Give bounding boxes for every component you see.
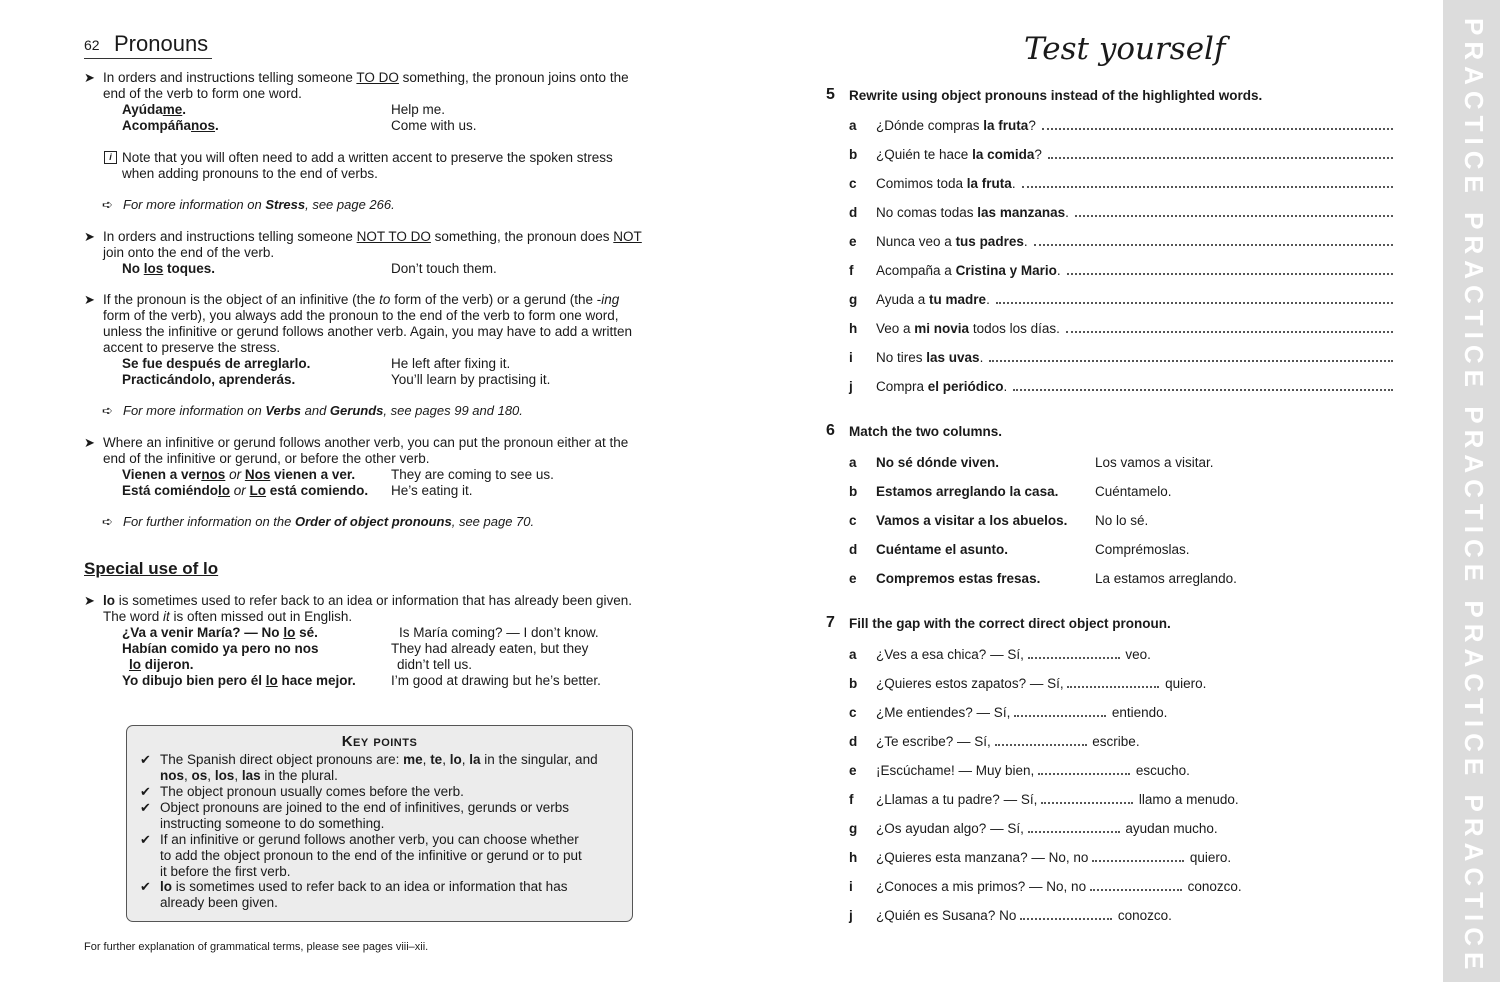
note-stress bbox=[122, 150, 692, 182]
exercise-item bbox=[876, 908, 1172, 924]
text: veo. bbox=[1121, 647, 1151, 662]
text: ayudan mucho. bbox=[1121, 821, 1218, 836]
item-label: i bbox=[849, 350, 853, 365]
text: For more information on bbox=[123, 197, 266, 212]
exercise-heading: Match the two columns. bbox=[849, 424, 1003, 439]
text: ¿Llamas a tu padre? — Sí, bbox=[876, 792, 1042, 807]
test-yourself-title: Test yourself bbox=[1024, 31, 1226, 67]
key-point bbox=[160, 752, 620, 784]
gap-blank[interactable] bbox=[995, 735, 1087, 746]
exercise-item bbox=[876, 321, 1060, 337]
text: For further information on the bbox=[123, 514, 295, 529]
text: No bbox=[122, 261, 144, 276]
example-translation: You’ll learn by practising it. bbox=[391, 372, 551, 387]
text: ¿Os ayudan algo? — Sí, bbox=[876, 821, 1028, 836]
text: conozco. bbox=[1183, 879, 1242, 894]
underlined-text: Lo bbox=[249, 483, 267, 498]
text: Comimos toda bbox=[876, 176, 967, 191]
example-translation: Help me. bbox=[391, 102, 446, 117]
example-spanish bbox=[122, 102, 186, 118]
exercise-item bbox=[876, 647, 1151, 663]
text: Yo dibujo bien pero él bbox=[122, 673, 266, 688]
example-spanish bbox=[122, 261, 215, 277]
match-right: La estamos arreglando. bbox=[1095, 571, 1237, 586]
key-points-title: Key points bbox=[341, 733, 418, 750]
text: For more information on bbox=[123, 403, 266, 418]
example-spanish: Se fue después de arreglarlo. bbox=[122, 356, 311, 371]
text: end of the infinitive or gerund, or before the other verb. bbox=[103, 451, 430, 466]
text: accent to preserve the stress. bbox=[103, 340, 281, 355]
item-label: j bbox=[849, 379, 853, 394]
exercise-item bbox=[876, 263, 1061, 279]
text: , see pages 99 and 180. bbox=[383, 403, 523, 418]
italic-text: to bbox=[379, 292, 391, 307]
text: ? bbox=[1028, 118, 1036, 133]
highlighted-word: mi novia bbox=[914, 321, 970, 336]
text: , see page 70. bbox=[451, 514, 535, 529]
check-icon: ✔ bbox=[140, 752, 151, 767]
exercise-item bbox=[876, 763, 1190, 779]
exercise-item bbox=[876, 792, 1239, 808]
text: No comas todas bbox=[876, 205, 978, 220]
italic-text: it bbox=[163, 609, 170, 624]
underlined-text: nos bbox=[201, 467, 226, 482]
example-spanish bbox=[122, 483, 368, 499]
exercise-item bbox=[876, 821, 1218, 837]
highlighted-word: Cristina y Mario bbox=[955, 263, 1057, 278]
text: ¿Quieres esta manzana? — No, no bbox=[876, 850, 1093, 865]
text: Note that you will often need to add a written accent to preserve the spoken stress bbox=[122, 150, 613, 165]
underlined-text: lo bbox=[283, 625, 296, 640]
text: and bbox=[301, 403, 330, 418]
text: join onto the end of the verb. bbox=[103, 245, 275, 260]
exercise-item bbox=[876, 850, 1231, 866]
highlighted-word: el periódico bbox=[927, 379, 1004, 394]
exercise-item bbox=[876, 879, 1242, 895]
item-label: h bbox=[849, 321, 858, 336]
match-right: Los vamos a visitar. bbox=[1095, 455, 1214, 470]
cross-reference-icon: ➪ bbox=[102, 514, 113, 529]
text: Order of object pronouns bbox=[294, 514, 452, 529]
underlined-text: lo bbox=[218, 483, 231, 498]
text: toques. bbox=[163, 261, 216, 276]
text: If an infinitive or gerund follows another verb, you can choose whether bbox=[160, 832, 579, 847]
answer-line[interactable] bbox=[1022, 186, 1393, 188]
text: instructing someone to do something. bbox=[160, 816, 385, 831]
text: Vienen a ver bbox=[122, 467, 202, 482]
text: something, the pronoun joins onto the bbox=[398, 70, 629, 85]
text: is sometimes used to refer back to an idea or information that has bbox=[172, 879, 568, 894]
item-label: h bbox=[849, 850, 858, 865]
reference-verbs-gerunds bbox=[123, 403, 523, 419]
text: ¿Dónde compras bbox=[876, 118, 984, 133]
text: escribe. bbox=[1088, 734, 1140, 749]
gap-blank[interactable] bbox=[1041, 793, 1133, 804]
italic-text: ing bbox=[601, 292, 620, 307]
exercise-item bbox=[876, 379, 1007, 395]
text: Veo a bbox=[876, 321, 915, 336]
example-spanish bbox=[122, 118, 219, 134]
exercise-item bbox=[876, 118, 1036, 134]
text: unless the infinitive or gerund follows another verb. Again, you may have to add a written bbox=[103, 324, 633, 339]
example-translation: didn’t tell us. bbox=[397, 657, 473, 672]
text: entiendo. bbox=[1108, 705, 1168, 720]
text: Nunca veo a bbox=[876, 234, 956, 249]
bullet-arrow-icon: ➤ bbox=[84, 292, 95, 307]
text: os bbox=[191, 768, 208, 783]
item-label: g bbox=[849, 292, 858, 307]
example-translation: I’m good at drawing but he’s better. bbox=[391, 673, 601, 688]
text: Verbs bbox=[265, 403, 301, 418]
bullet-arrow-icon: ➤ bbox=[84, 70, 95, 85]
text: quiero. bbox=[1186, 850, 1232, 865]
text: quiero. bbox=[1161, 676, 1207, 691]
underlined-text: los bbox=[143, 261, 164, 276]
item-label: d bbox=[849, 734, 858, 749]
text: . bbox=[215, 118, 219, 133]
text: ¿Quién es Susana? No bbox=[876, 908, 1021, 923]
paragraph-infinitive-gerund bbox=[103, 292, 673, 356]
text: Ayuda a bbox=[876, 292, 930, 307]
text: . bbox=[1065, 205, 1069, 220]
paragraph-orders-to-do bbox=[103, 70, 673, 102]
bullet-arrow-icon: ➤ bbox=[84, 593, 95, 608]
text: is often missed out in English. bbox=[169, 609, 353, 624]
text: Ayúda bbox=[122, 102, 163, 117]
text: , see page 266. bbox=[305, 197, 395, 212]
highlighted-word: la fruta bbox=[966, 176, 1012, 191]
item-label: i bbox=[849, 879, 853, 894]
gap-blank[interactable] bbox=[1028, 648, 1120, 659]
text: los bbox=[214, 768, 235, 783]
item-label: c bbox=[849, 176, 857, 191]
example-spanish: Habían comido ya pero no nos bbox=[122, 641, 319, 656]
text: , bbox=[207, 768, 215, 783]
text: la bbox=[469, 752, 481, 767]
key-point bbox=[160, 800, 620, 832]
example-spanish bbox=[122, 467, 355, 483]
example-spanish bbox=[122, 625, 318, 641]
text: , bbox=[422, 752, 431, 767]
underlined-text: TO DO bbox=[356, 70, 399, 85]
item-label: j bbox=[849, 908, 853, 923]
italic-text: or bbox=[225, 467, 245, 482]
cross-reference-icon: ➪ bbox=[102, 197, 113, 212]
example-translation: Don’t touch them. bbox=[391, 261, 497, 276]
gap-blank[interactable] bbox=[1067, 677, 1159, 688]
match-left: Cuéntame el asunto. bbox=[876, 542, 1009, 557]
text: me bbox=[403, 752, 423, 767]
footer-note: For further explanation of grammatical terms, please see pages viii–xii. bbox=[84, 941, 429, 953]
exercise-heading: Rewrite using object pronouns instead of the highlighted words. bbox=[849, 88, 1263, 103]
text: Compra bbox=[876, 379, 928, 394]
key-point bbox=[160, 879, 620, 911]
item-label: c bbox=[849, 705, 857, 720]
text: escucho. bbox=[1132, 763, 1190, 778]
text: ¿Ves a esa chica? — Sí, bbox=[876, 647, 1028, 662]
text: , bbox=[442, 752, 450, 767]
gap-blank[interactable] bbox=[1028, 822, 1120, 833]
answer-line[interactable] bbox=[1066, 331, 1393, 333]
text: sé. bbox=[295, 625, 318, 640]
paragraph-orders-not-to-do bbox=[103, 229, 673, 261]
match-left: Estamos arreglando la casa. bbox=[876, 484, 1059, 499]
text: is sometimes used to refer back to an idea or information that has already been given. bbox=[115, 593, 633, 608]
exercise-item bbox=[876, 350, 983, 366]
practice-side-text: PRACTICE PRACTICE PRACTICE PRACTICE PRACTICE bbox=[1459, 18, 1489, 976]
item-label: c bbox=[849, 513, 857, 528]
text: llamo a menudo. bbox=[1135, 792, 1239, 807]
exercise-heading: Fill the gap with the correct direct object pronoun. bbox=[849, 616, 1171, 631]
item-label: f bbox=[849, 263, 854, 278]
text: ¿Te escribe? — Sí, bbox=[876, 734, 995, 749]
cross-reference-icon: ➪ bbox=[102, 403, 113, 418]
text: ¿Quieres estos zapatos? — Sí, bbox=[876, 676, 1068, 691]
check-icon: ✔ bbox=[140, 784, 151, 799]
check-icon: ✔ bbox=[140, 832, 151, 847]
item-label: b bbox=[849, 484, 858, 499]
highlighted-word: tus padres bbox=[955, 234, 1024, 249]
text: The word bbox=[103, 609, 164, 624]
item-label: e bbox=[849, 234, 857, 249]
item-label: b bbox=[849, 676, 858, 691]
match-right: Comprémoslas. bbox=[1095, 542, 1190, 557]
italic-text: or bbox=[230, 483, 250, 498]
paragraph-pronoun-placement bbox=[103, 435, 673, 467]
text: Acompáña bbox=[122, 118, 192, 133]
title-underline bbox=[84, 58, 212, 59]
underlined-text: NOT TO DO bbox=[356, 229, 431, 244]
gap-blank[interactable] bbox=[1020, 909, 1112, 920]
item-label: b bbox=[849, 147, 858, 162]
text: form of the verb), you always add the pronoun to the end of the verb to form one word, bbox=[103, 308, 619, 323]
text: ¡Escúchame! — Muy bien, bbox=[876, 763, 1039, 778]
answer-line[interactable] bbox=[1034, 244, 1393, 246]
text: already been given. bbox=[160, 895, 278, 910]
text: ¿Me entiendes? — Sí, bbox=[876, 705, 1015, 720]
text: nos bbox=[160, 768, 185, 783]
text: todos los días. bbox=[969, 321, 1060, 336]
text: . bbox=[1011, 176, 1016, 191]
key-point bbox=[160, 832, 620, 880]
highlighted-word: las uvas bbox=[926, 350, 980, 365]
underlined-text: NOT bbox=[613, 229, 642, 244]
exercise-item bbox=[876, 734, 1140, 750]
item-label: g bbox=[849, 821, 858, 836]
match-right: Cuéntamelo. bbox=[1095, 484, 1172, 499]
text: está comiendo. bbox=[266, 483, 369, 498]
text: lo bbox=[449, 752, 462, 767]
text: end of the verb to form one word. bbox=[103, 86, 302, 101]
exercise-item bbox=[876, 176, 1016, 192]
text: , bbox=[461, 752, 470, 767]
bullet-arrow-icon: ➤ bbox=[84, 229, 95, 244]
answer-line[interactable] bbox=[1048, 157, 1393, 159]
text: , bbox=[234, 768, 242, 783]
example-translation: Come with us. bbox=[391, 118, 477, 133]
text: in the singular, and bbox=[480, 752, 598, 767]
underlined-text: lo bbox=[129, 657, 141, 672]
reference-order-pronouns bbox=[123, 514, 534, 530]
text: it before the first verb. bbox=[160, 864, 291, 879]
exercise-item bbox=[876, 205, 1069, 221]
text: Gerunds bbox=[329, 403, 384, 418]
text: hace mejor. bbox=[277, 673, 356, 688]
check-icon: ✔ bbox=[140, 800, 151, 815]
text: vienen a ver. bbox=[270, 467, 356, 482]
text: las bbox=[241, 768, 261, 783]
answer-line[interactable] bbox=[996, 302, 1393, 304]
page-title: Pronouns bbox=[114, 31, 209, 56]
highlighted-word: las manzanas bbox=[977, 205, 1066, 220]
item-label: d bbox=[849, 205, 858, 220]
text: If the pronoun is the object of an infinitive (the bbox=[103, 292, 380, 307]
text: in the plural. bbox=[260, 768, 338, 783]
item-label: d bbox=[849, 542, 858, 557]
answer-line[interactable] bbox=[1067, 273, 1393, 275]
item-label: f bbox=[849, 792, 854, 807]
text: dijeron. bbox=[141, 657, 194, 672]
text: Where an infinitive or gerund follows another verb, you can put the pronoun either at the bbox=[103, 435, 629, 450]
example-spanish bbox=[129, 657, 194, 673]
page-number: 62 bbox=[84, 37, 100, 53]
answer-line[interactable] bbox=[989, 360, 1393, 362]
underlined-text: Nos bbox=[244, 467, 271, 482]
example-translation: They are coming to see us. bbox=[391, 467, 554, 482]
item-label: a bbox=[849, 118, 857, 133]
answer-line[interactable] bbox=[1042, 128, 1393, 130]
text: . bbox=[182, 102, 187, 117]
note-icon: i bbox=[104, 151, 117, 164]
text: , bbox=[184, 768, 192, 783]
text: The Spanish direct object pronouns are: bbox=[160, 752, 404, 767]
text: In orders and instructions telling someone bbox=[103, 70, 357, 85]
text: te bbox=[430, 752, 443, 767]
exercise-item bbox=[876, 676, 1206, 692]
check-icon: ✔ bbox=[140, 879, 151, 894]
item-label: e bbox=[849, 763, 857, 778]
underlined-text: nos bbox=[191, 118, 216, 133]
item-label: e bbox=[849, 571, 857, 586]
answer-line[interactable] bbox=[1013, 389, 1393, 391]
text: Stress bbox=[265, 197, 306, 212]
match-left: No sé dónde viven. bbox=[876, 455, 1000, 470]
text: Está comiéndo bbox=[122, 483, 219, 498]
exercise-item bbox=[876, 705, 1167, 721]
item-label: a bbox=[849, 647, 857, 662]
text: lo bbox=[103, 593, 115, 608]
paragraph-special-lo bbox=[103, 593, 673, 625]
text: . bbox=[986, 292, 990, 307]
text: to add the object pronoun to the end of the infinitive or gerund or to put bbox=[160, 848, 582, 863]
section-heading: Special use of lo bbox=[84, 559, 219, 578]
example-spanish: Practicándolo, aprenderás. bbox=[122, 372, 296, 387]
exercise-item bbox=[876, 147, 1042, 163]
text: In orders and instructions telling someone bbox=[103, 229, 357, 244]
example-translation: He’s eating it. bbox=[391, 483, 473, 498]
underlined-text: lo bbox=[265, 673, 278, 688]
exercise-number: 6 bbox=[826, 422, 835, 439]
item-label: a bbox=[849, 455, 857, 470]
text: form of the verb) or a gerund (the - bbox=[390, 292, 602, 307]
underlined-text: me bbox=[162, 102, 183, 117]
exercise-item bbox=[876, 234, 1028, 250]
highlighted-word: tu madre bbox=[929, 292, 987, 307]
match-left: Vamos a visitar a los abuelos. bbox=[876, 513, 1068, 528]
text: Acompaña a bbox=[876, 263, 956, 278]
text: lo bbox=[160, 879, 172, 894]
key-point: The object pronoun usually comes before the verb. bbox=[160, 784, 464, 799]
text: . bbox=[1003, 379, 1008, 394]
gap-blank[interactable] bbox=[1092, 851, 1184, 862]
text: ? bbox=[1034, 147, 1042, 162]
example-translation: He left after fixing it. bbox=[391, 356, 511, 371]
example-spanish bbox=[122, 673, 356, 689]
example-translation: Is María coming? — I don’t know. bbox=[399, 625, 599, 640]
text: No tires bbox=[876, 350, 927, 365]
gap-blank[interactable] bbox=[1090, 880, 1182, 891]
text: ¿Quién te hace bbox=[876, 147, 973, 162]
reference-stress bbox=[123, 197, 395, 213]
gap-blank[interactable] bbox=[1014, 706, 1106, 717]
bullet-arrow-icon: ➤ bbox=[84, 435, 95, 450]
exercise-number: 5 bbox=[826, 86, 835, 103]
text: when adding pronouns to the end of verbs. bbox=[122, 166, 378, 181]
example-translation: They had already eaten, but they bbox=[391, 641, 589, 656]
text: something, the pronoun does bbox=[430, 229, 614, 244]
text: ¿Conoces a mis primos? — No, no bbox=[876, 879, 1090, 894]
highlighted-word: la comida bbox=[972, 147, 1035, 162]
text: conozco. bbox=[1114, 908, 1172, 923]
gap-blank[interactable] bbox=[1038, 764, 1130, 775]
match-left: Compremos estas fresas. bbox=[876, 571, 1041, 586]
highlighted-word: la fruta bbox=[983, 118, 1029, 133]
answer-line[interactable] bbox=[1075, 215, 1393, 217]
text: . bbox=[979, 350, 984, 365]
exercise-number: 7 bbox=[826, 614, 835, 631]
text: . bbox=[1056, 263, 1061, 278]
text: ¿Va a venir María? — No bbox=[122, 625, 284, 640]
exercise-item bbox=[876, 292, 990, 308]
text: Object pronouns are joined to the end of infinitives, gerunds or verbs bbox=[160, 800, 569, 815]
text: . bbox=[1023, 234, 1028, 249]
match-right: No lo sé. bbox=[1095, 513, 1149, 528]
